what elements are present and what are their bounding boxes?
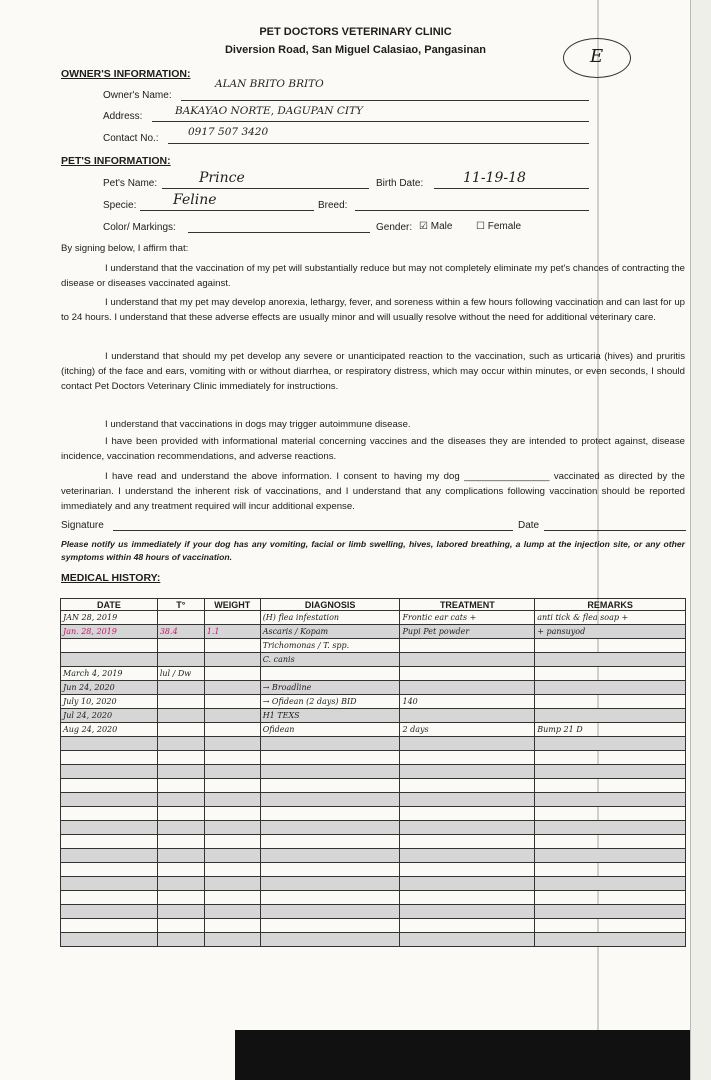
table-row [61,849,686,863]
table-cell [535,709,686,723]
table-cell [61,793,158,807]
table-cell [61,821,158,835]
table-cell: → Broadline [260,681,400,695]
table-cell [61,877,158,891]
table-cell [260,821,400,835]
table-cell: JAN 28, 2019 [61,611,158,625]
signature-line [113,530,513,531]
table-cell [260,919,400,933]
table-cell [400,807,535,821]
table-cell: 1.1 [204,625,260,639]
table-cell [157,653,204,667]
table-cell: + pansuyod [535,625,686,639]
table-cell [535,933,686,947]
table-cell [400,765,535,779]
table-row [61,709,686,723]
pet-name-line [162,188,369,189]
table-cell [61,737,158,751]
table-cell [204,807,260,821]
table-cell [204,765,260,779]
table-cell [157,639,204,653]
table-cell: Ofidean [260,723,400,737]
table-cell [260,765,400,779]
medical-history-title: MEDICAL HISTORY: [61,572,161,584]
table-cell [535,793,686,807]
table-cell [260,779,400,793]
table-cell [400,821,535,835]
scan-shadow [235,1030,690,1080]
table-cell [400,667,535,681]
address-label: Address: [103,111,143,122]
table-cell [260,751,400,765]
table-cell [204,723,260,737]
table-cell [157,849,204,863]
table-cell [204,905,260,919]
circled-mark [563,38,631,78]
medical-history-table [60,598,686,947]
medical-history-header-row [61,599,686,611]
breed-line [355,210,589,211]
species-line [140,210,314,211]
table-cell [61,863,158,877]
table-cell [260,667,400,681]
header-remarks: REMARKS [535,599,686,611]
consent-paragraph-4: I understand that vaccinations in dogs may trigger autoimmune disease. [105,419,411,430]
table-cell: (H) flea infestation [260,611,400,625]
table-cell [204,793,260,807]
table-cell [260,737,400,751]
table-row [61,625,686,639]
table-cell [61,919,158,933]
pet-section-title: PET'S INFORMATION: [61,155,171,167]
breed-label: Breed: [318,200,348,211]
table-cell: anti tick & flea soap + [535,611,686,625]
table-cell [61,639,158,653]
vaccination-notice: Please notify us immediately if your dog has any vomiting, facial or limb swelling, hives, labored breathing, a lump at the injection site, or any other symptoms within 48 hours of vaccination. [61,539,685,562]
table-cell [157,821,204,835]
table-cell [400,779,535,793]
table-cell [204,835,260,849]
table-cell [535,849,686,863]
clinic-address: Diversion Road, San Miguel Calasiao, Pangasinan [224,44,486,56]
table-cell [61,891,158,905]
color-markings-line [188,232,370,233]
table-row [61,611,686,625]
consent-intro: By signing below, I affirm that: [61,243,189,254]
table-cell [535,681,686,695]
header-date: DATE [61,599,158,611]
consent-paragraph-1: I understand that the vaccination of my pet will substantially reduce but may not completely eliminate my pet's chances of contracting the disease or diseases vaccinated against. [61,263,685,289]
table-cell [260,891,400,905]
table-cell [400,737,535,751]
table-cell: Pupi Pet powder [400,625,535,639]
table-cell [400,863,535,877]
table-cell [535,905,686,919]
table-row [61,723,686,737]
table-cell [260,793,400,807]
table-cell: 38.4 [157,625,204,639]
table-cell [61,765,158,779]
table-cell [157,779,204,793]
species-label: Specie: [103,200,137,211]
table-cell [157,751,204,765]
table-cell [204,639,260,653]
table-cell [535,639,686,653]
table-cell [157,835,204,849]
table-row [61,765,686,779]
paper-edge [690,0,711,1080]
table-cell: Jun 24, 2020 [61,681,158,695]
table-cell [157,807,204,821]
birth-date-line [434,188,589,189]
contact-label: Contact No.: [103,133,159,144]
table-cell [204,653,260,667]
table-cell [535,695,686,709]
table-cell [204,891,260,905]
table-cell [204,933,260,947]
table-row [61,807,686,821]
table-cell [400,905,535,919]
medical-history-rows [61,611,686,947]
table-cell [260,933,400,947]
female-option-label: Female [487,221,522,232]
table-cell [535,653,686,667]
date-line [544,530,686,531]
table-cell [535,667,686,681]
pet-name-value: Prince [199,170,245,186]
table-cell [204,709,260,723]
table-row [61,695,686,709]
address-line [152,121,589,122]
table-cell [260,835,400,849]
table-cell [61,807,158,821]
table-cell [400,681,535,695]
header-temperature: T° [157,599,204,611]
male-checkbox[interactable] [419,221,452,232]
table-cell [61,849,158,863]
table-cell [157,793,204,807]
table-cell [400,933,535,947]
table-cell [535,737,686,751]
table-cell [400,919,535,933]
table-cell: Trichomonas / T. spp. [260,639,400,653]
table-row [61,877,686,891]
owner-name-value: ALAN BRITO BRITO [215,78,324,90]
table-row [61,863,686,877]
table-row [61,779,686,793]
header-weight: WEIGHT [204,599,260,611]
table-cell [204,737,260,751]
table-cell: 2 days [400,723,535,737]
table-cell [400,793,535,807]
table-cell [157,863,204,877]
pet-name-label: Pet's Name: [103,178,158,189]
table-cell [535,807,686,821]
clinic-name: PET DOCTORS VETERINARY CLINIC [259,26,452,38]
table-cell: Bump 21 D [535,723,686,737]
table-cell [535,779,686,793]
table-cell [535,891,686,905]
owner-section-title: OWNER'S INFORMATION: [61,68,191,80]
table-cell [400,709,535,723]
table-cell [61,653,158,667]
table-cell: Aug 24, 2020 [61,723,158,737]
table-cell [157,919,204,933]
table-cell: Jul 24, 2020 [61,709,158,723]
address-value: BAKAYAO NORTE, DAGUPAN CITY [175,105,363,117]
table-cell: July 10, 2020 [61,695,158,709]
table-cell [400,653,535,667]
table-row [61,737,686,751]
table-cell [260,877,400,891]
table-cell [157,737,204,751]
circled-mark-letter: E [590,46,604,67]
table-cell [204,667,260,681]
table-cell [157,695,204,709]
table-cell: Jan. 28, 2019 [61,625,158,639]
table-cell [61,905,158,919]
table-cell: Frontic ear cats + [400,611,535,625]
contact-value: 0917 507 3420 [188,126,269,138]
owner-name-line [181,100,589,101]
table-cell [204,611,260,625]
table-cell [400,639,535,653]
consent-paragraph-2: I understand that my pet may develop anorexia, lethargy, fever, and soreness within a few hours following vaccination and can last for up to 24 hours. I understand that these adverse effects are usually minor and will usually resolve without the need for additional veterinary care. [61,297,685,323]
table-cell [157,891,204,905]
table-cell [204,695,260,709]
table-cell [157,877,204,891]
male-checkbox-mark: ☑ [419,221,428,232]
table-row [61,891,686,905]
table-cell [157,681,204,695]
table-cell [400,877,535,891]
table-cell: → Ofidean (2 days) BID [260,695,400,709]
table-cell [157,723,204,737]
table-cell [260,905,400,919]
table-row [61,681,686,695]
female-checkbox-mark: ☐ [476,221,485,232]
table-cell: 140 [400,695,535,709]
table-cell [157,611,204,625]
birth-date-value: 11-19-18 [463,170,526,186]
table-cell [157,765,204,779]
table-cell [204,877,260,891]
color-markings-label: Color/ Markings: [103,222,176,233]
table-cell [260,863,400,877]
consent-paragraph-6: I have read and understand the above information. I consent to having my dog ________________ vaccinated as directed by the veterinarian. I understand the inherent risk of vaccinations, and I understand that any complications following vaccination should be reported immediately and any treatment required will incur additional expense. [61,471,685,512]
table-cell [400,849,535,863]
table-cell: Ascaris / Kopam [260,625,400,639]
table-cell [400,835,535,849]
date-label: Date [518,520,540,531]
table-cell [204,751,260,765]
species-value: Feline [173,192,217,208]
table-row [61,821,686,835]
table-row [61,653,686,667]
table-row [61,835,686,849]
table-cell: C. canis [260,653,400,667]
table-cell [204,821,260,835]
male-option-label: Male [430,221,453,232]
table-cell [535,765,686,779]
table-cell [204,681,260,695]
table-cell [157,933,204,947]
gender-label: Gender: [376,222,413,233]
owner-name-label: Owner's Name: [103,90,172,101]
table-cell: H1 TEXS [260,709,400,723]
table-cell [61,933,158,947]
table-cell [400,751,535,765]
table-cell [157,905,204,919]
table-cell [61,779,158,793]
female-checkbox[interactable] [476,221,521,232]
consent-paragraph-3: I understand that should my pet develop any severe or unanticipated reaction to the vaccination, such as urticaria (hives) and pruritis (itching) of the face and ears, vomiting with or without diarrhea, or respiratory distress, which may occur within minutes, or even seconds, I should contact Pet Doctors Veterinary Clinic immediately for instructions. [61,351,685,392]
table-cell [535,751,686,765]
header-treatment: TREATMENT [400,599,535,611]
consent-paragraph-5: I have been provided with informational material concerning vaccines and the diseases they are intended to protect against, disease incidence, vaccination recommendations, and adverse reactions. [61,436,685,462]
table-cell [157,709,204,723]
table-row [61,751,686,765]
table-cell [61,751,158,765]
signature-label: Signature [61,520,104,531]
contact-line [168,143,589,144]
table-row [61,933,686,947]
table-cell [61,835,158,849]
table-row [61,919,686,933]
birth-date-label: Birth Date: [376,178,424,189]
table-cell [204,779,260,793]
table-cell [204,919,260,933]
table-cell [535,919,686,933]
table-row [61,905,686,919]
table-row [61,639,686,653]
table-cell: lul / Dw [157,667,204,681]
table-cell [204,849,260,863]
header-diagnosis: DIAGNOSIS [260,599,400,611]
table-cell [400,891,535,905]
table-row [61,793,686,807]
table-cell: March 4, 2019 [61,667,158,681]
table-cell [535,821,686,835]
table-cell [260,807,400,821]
table-cell [535,863,686,877]
table-cell [204,863,260,877]
table-cell [535,835,686,849]
table-cell [260,849,400,863]
table-cell [535,877,686,891]
table-row [61,667,686,681]
